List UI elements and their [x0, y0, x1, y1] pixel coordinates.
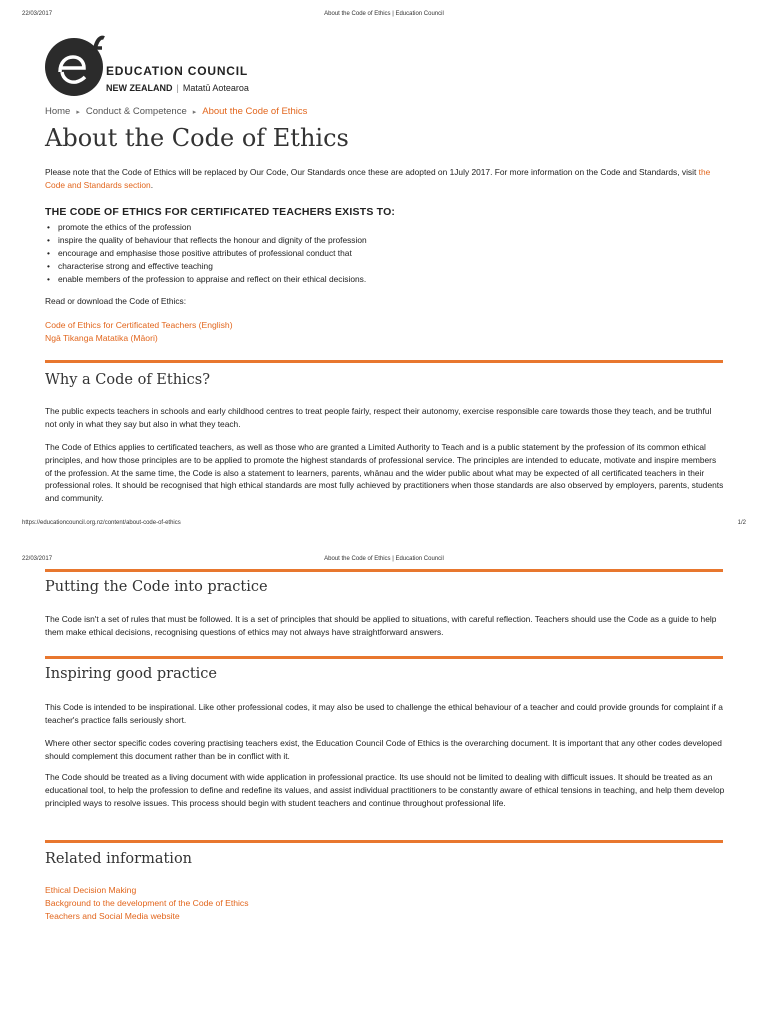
print-header — [0, 11, 768, 23]
related-links — [45, 884, 249, 923]
why-paragraph-2: The Code of Ethics applies to certificated teachers, as well as those who are granted a Limited Authority to Teach and is a public statement by the profession of its common ethical principles, and how those principles are to be applied to promote the highest standards of professional service. The principles are intended to educate, motivate and inspire members of the profession. At the same time, the Code is also a statement to learners, parents, whānau and the wider public about what may be expected of all certificated teachers in their professional roles. It should be recognised that high ethical standards are most fully achieved by practitioners when those standards are also observed by employers, parents, students and community. — [45, 442, 724, 504]
list-item: • inspire the quality of behaviour that reflects the honour and dignity of the profession — [45, 234, 367, 247]
putting-heading: Putting the Code into practice — [45, 579, 268, 595]
education-council-logo[interactable] — [44, 32, 254, 102]
putting-paragraph: The Code isn't a set of rules that must be followed. It is a set of principles that should be applied to situations, with careful reflection. Teachers should use the Code as a guide to help them make ethical decisions, recognising questions of ethics may not always have straightforward answers. — [45, 614, 717, 637]
chevron-right-icon: ▸ — [192, 109, 197, 116]
background-link[interactable]: Background to the development of the Code of Ethics — [45, 898, 249, 908]
logo-name: EDUCATION COUNCIL — [106, 64, 249, 78]
why-heading: Why a Code of Ethics? — [45, 372, 211, 388]
breadcrumb-current[interactable]: About the Code of Ethics — [202, 106, 308, 117]
breadcrumb — [45, 106, 307, 117]
section-divider — [45, 569, 723, 572]
print-title: About the Code of Ethics | Education Council — [324, 11, 444, 17]
exists-heading: THE CODE OF ETHICS FOR CERTIFICATED TEACHERS EXISTS TO: — [45, 206, 396, 218]
list-item: • characterise strong and effective teaching — [45, 260, 367, 273]
code-maori-link[interactable]: Ngā Tikanga Matatika (Māori) — [45, 333, 158, 343]
list-item: • encourage and emphasise those positive attributes of professional conduct that — [45, 247, 367, 260]
page-title: About the Code of Ethics — [45, 124, 349, 152]
download-text: Read or download the Code of Ethics: — [45, 296, 187, 306]
logo-subtitle: NEW ZEALAND | Matatū Aotearoa — [106, 83, 249, 93]
list-item: • enable members of the profession to appraise and reflect on their ethical decisions. — [45, 273, 367, 286]
section-divider — [45, 840, 723, 843]
ethical-decision-link[interactable]: Ethical Decision Making — [45, 885, 137, 895]
inspiring-paragraph-2: Where other sector specific codes covering practising teachers exist, the Education Council Code of Ethics is the overarching document. It is important that any other codes developed should complement this document rather than be in conflict with it. — [45, 738, 722, 761]
section-divider — [45, 360, 723, 363]
breadcrumb-conduct[interactable]: Conduct & Competence — [85, 106, 187, 117]
inspiring-paragraph-1: This Code is intended to be inspirational. Like other professional codes, it may also be used to challenge the ethical behaviour of a teacher and could provide grounds for complaint if a teacher's practice falls seriously short. — [45, 702, 723, 725]
code-english-link[interactable]: Code of Ethics for Certificated Teachers (English) — [45, 320, 233, 330]
print-title: About the Code of Ethics | Education Council — [324, 556, 444, 562]
chevron-right-icon: ▸ — [76, 109, 80, 116]
related-heading: Related information — [45, 851, 193, 867]
breadcrumb-home[interactable]: Home — [45, 106, 71, 117]
download-links — [45, 319, 233, 345]
logo-maori: Matatū Aotearoa — [182, 83, 249, 93]
section-divider — [45, 656, 723, 659]
inspiring-heading: Inspiring good practice — [45, 666, 218, 682]
intro-text: Please note that the Code of Ethics will be replaced by Our Code, Our Standards once these are adopted on 1July 2017. For more information on the Code and Standards, visit — [45, 167, 699, 177]
exists-list — [45, 221, 367, 286]
code-standards-link[interactable]: the Code and Standards section — [45, 167, 711, 190]
print-page-number: 1/2 — [737, 520, 746, 526]
intro-end: . — [150, 179, 154, 190]
logo-country: NEW ZEALAND — [106, 83, 173, 93]
inspiring-paragraph-3: The Code should be treated as a living document with wide application in professional practice. Its use should not be limited to dealing with difficult issues. It should be treated as an educational tool, to help the profession to define and redefine its values, and assist individual practitioners to be constantly aware of ethical tensions in teaching, and help them develop principled ways to resolve issues. This process should begin with student teachers and continue throughout professional life. — [45, 772, 725, 808]
print-date: 22/03/2017 — [22, 11, 53, 17]
print-date: 22/03/2017 — [22, 556, 53, 562]
social-media-link[interactable]: Teachers and Social Media website — [45, 911, 180, 921]
print-header-page-2 — [0, 556, 768, 568]
intro-paragraph — [45, 166, 725, 192]
print-url: https://educationcouncil.org.nz/content/about-code-of-ethics — [22, 520, 181, 526]
list-item: • promote the ethics of the profession — [45, 221, 367, 234]
why-paragraph-1: The public expects teachers in schools and early childhood centres to treat people fairly, respect their autonomy, exercise responsible care towards those they teach, and be truthful not only in what they say but also in what they teach. — [45, 406, 712, 429]
ec-logo-icon — [44, 32, 106, 102]
